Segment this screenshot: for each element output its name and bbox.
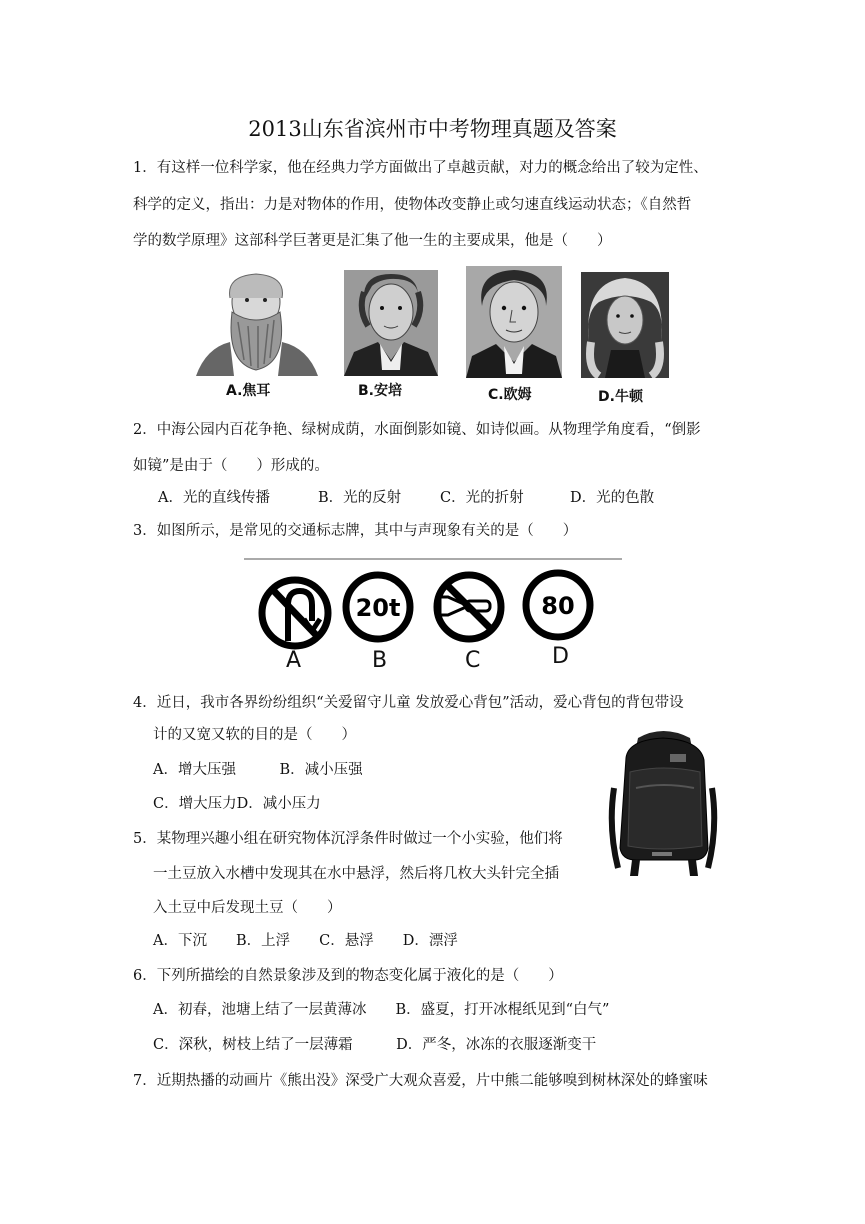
no-u-turn-sign-icon (262, 580, 328, 646)
q4-line-2: 计的又宽又软的目的是（ ） (153, 727, 356, 743)
q6-options-row-2: C．深秋，树枝上结了一层薄霜 D．严冬，冰冻的衣服逐渐变干 (153, 1037, 597, 1053)
sign-label-b: B (372, 648, 388, 673)
q1-line-2: 科学的定义，指出：力是对物体的作用，使物体改变静止或匀速直线运动状态；《自然哲 (133, 197, 692, 213)
q2-option-d: D．光的色散 (570, 490, 655, 506)
q2-line-2: 如镜”是由于（ ）形成的。 (133, 458, 329, 474)
q7-line: 7．近期热播的动画片《熊出没》深受广大观众喜爱，片中熊二能够嗅到树林深处的蜂蜜味 (133, 1073, 708, 1089)
portrait-newton-image (581, 272, 669, 378)
q6-options-row-1: A．初春，池塘上结了一层黄薄冰 B．盛夏，打开冰棍纸见到“白气” (153, 1002, 610, 1018)
q3-line: 3．如图所示，是常见的交通标志牌，其中与声现象有关的是（ ） (133, 523, 578, 539)
q2-option-c: C．光的折射 (440, 490, 524, 506)
q6-line: 6．下列所描绘的自然景象涉及到的物态变化属于液化的是（ ） (133, 968, 563, 984)
speed-limit-text: 80 (541, 592, 575, 620)
weight-limit-text: 20t (355, 594, 401, 622)
portrait-ohm-image (466, 266, 562, 378)
caption-b: B.安培 (358, 383, 402, 399)
portrait-ampere-image (344, 270, 438, 376)
caption-a: A.焦耳 (226, 383, 271, 399)
sign-label-c: C (465, 648, 481, 673)
q1-line-1: 1．有这样一位科学家，他在经典力学方面做出了卓越贡献，对力的概念给出了较为定性、 (133, 160, 708, 176)
q2-option-b: B．光的反射 (318, 490, 402, 506)
q4-options-row-1: A．增大压强 B．减小压强 (153, 762, 363, 778)
q5-line-1: 5．某物理兴趣小组在研究物体沉浮条件时做过一个小实验，他们将 (133, 831, 563, 847)
q2-line-1: 2．中海公园内百花争艳、绿树成荫，水面倒影如镜、如诗似画。从物理学角度看，“倒影 (133, 422, 701, 438)
caption-c: C.欧姆 (488, 387, 532, 403)
sign-label-a: A (286, 648, 302, 673)
backpack-image (608, 728, 718, 880)
q5-line-2: 一土豆放入水槽中发现其在水中悬浮，然后将几枚大头针完全插 (153, 866, 559, 882)
caption-d: D.牛顿 (598, 389, 643, 405)
portrait-joule-image (196, 268, 318, 376)
q4-options-row-2: C．增大压力D．减小压力 (153, 796, 321, 812)
q1-line-3: 学的数学原理》这部科学巨著更是汇集了他一生的主要成果，他是（ ） (133, 233, 612, 249)
q5-options: A．下沉 B．上浮 C．悬浮 D．漂浮 (153, 933, 458, 949)
q2-option-a: A．光的直线传播 (158, 490, 270, 506)
sign-label-d: D (552, 644, 569, 669)
q4-line-1: 4．近日，我市各界纷纷组织“关爱留守儿童 发放爱心背包”活动，爱心背包的背包带设 (133, 695, 684, 711)
page-title: 2013山东省滨州市中考物理真题及答案 (248, 117, 617, 141)
q5-line-3: 入土豆中后发现土豆（ ） (153, 900, 342, 916)
no-horn-sign-icon (437, 575, 501, 639)
